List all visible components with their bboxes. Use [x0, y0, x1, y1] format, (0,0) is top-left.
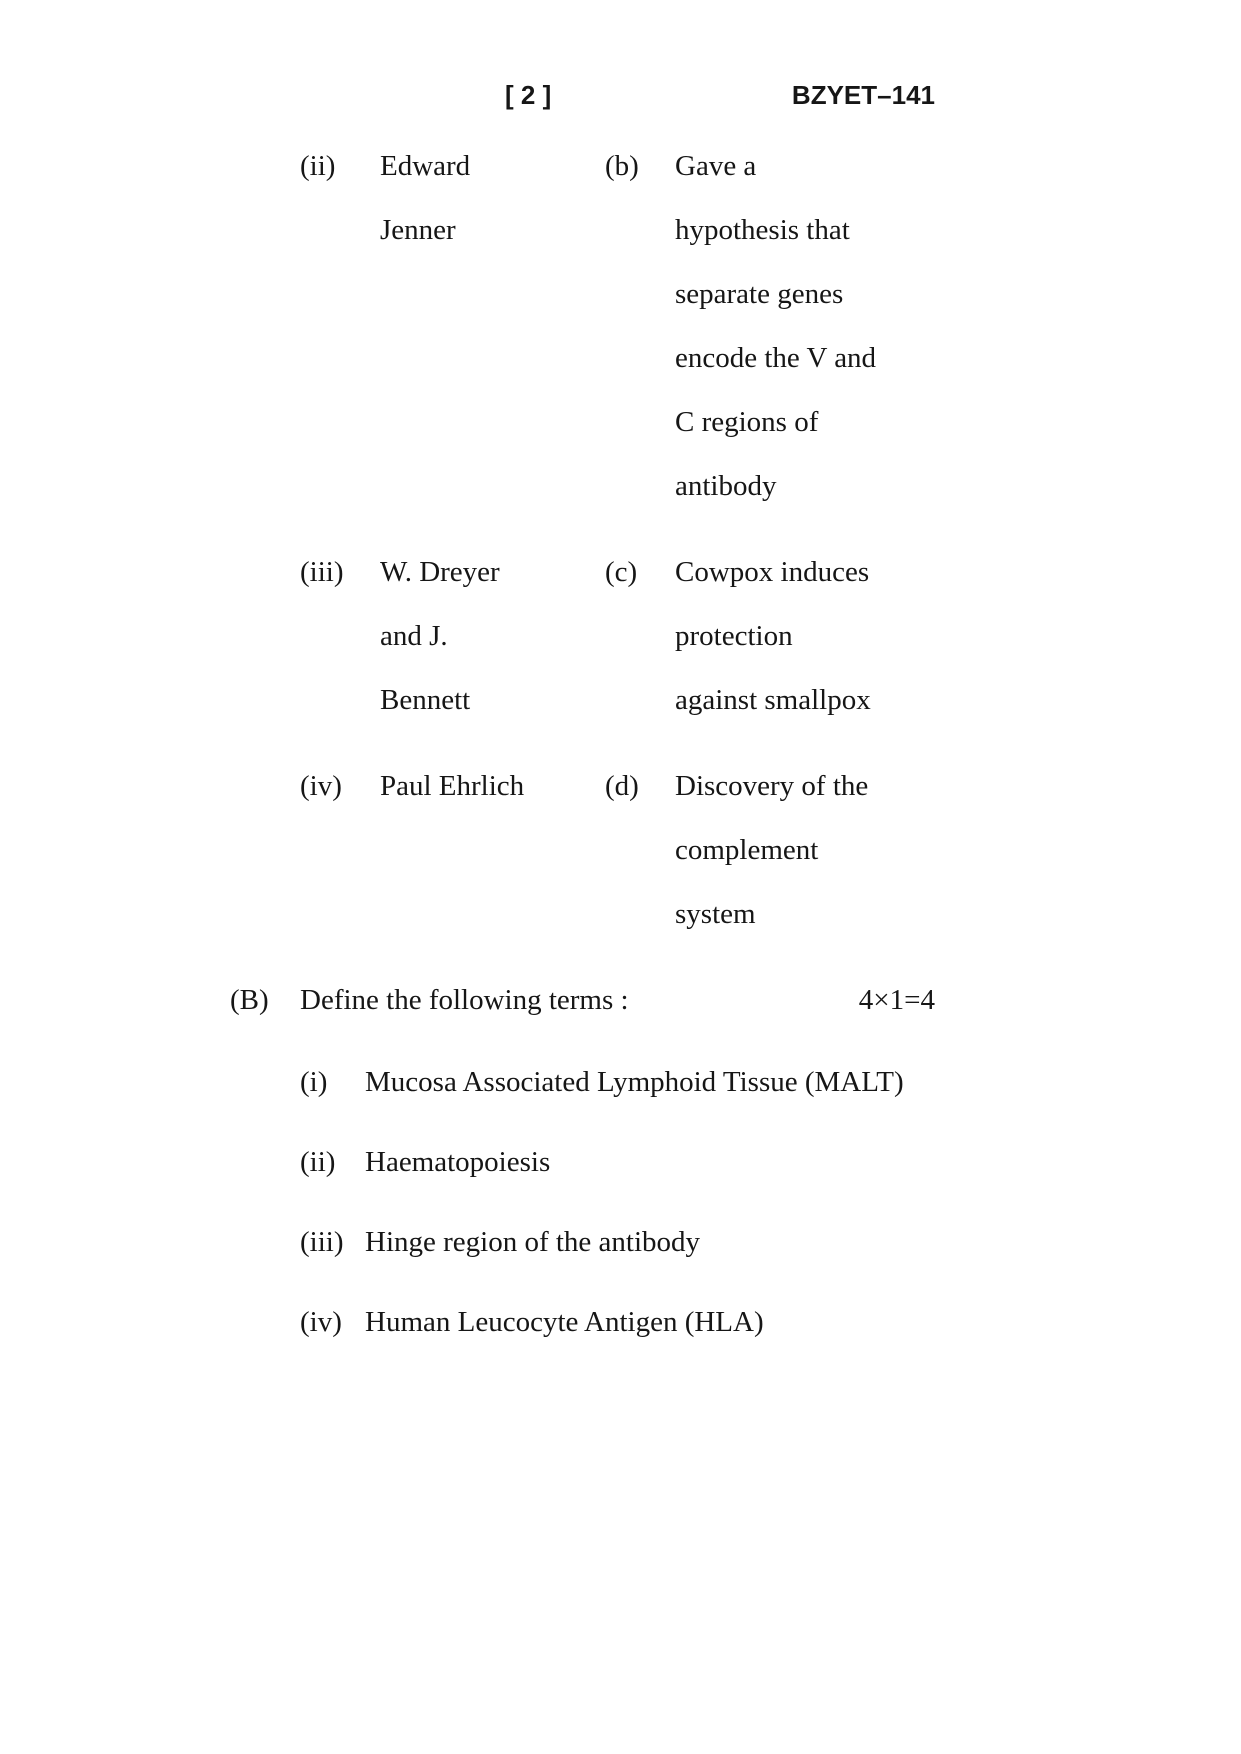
match-description — [675, 754, 960, 946]
section-prompt: Define the following terms : — [300, 984, 629, 1016]
match-desc-line: separate genes — [675, 278, 844, 310]
section-label: (B) — [230, 984, 269, 1016]
match-desc-line: Cowpox induces — [675, 556, 870, 588]
section-b-heading — [230, 968, 935, 1032]
match-name — [380, 540, 605, 732]
match-desc-line: antibody — [675, 470, 777, 502]
match-name — [380, 754, 605, 946]
match-row — [300, 134, 960, 518]
match-desc-line: encode the V and — [675, 342, 877, 374]
list-item-text: Mucosa Associated Lymphoid Tissue (MALT) — [365, 1066, 904, 1098]
match-letter: (b) — [605, 150, 639, 182]
define-terms-list — [0, 1050, 1241, 1354]
match-name — [380, 134, 605, 518]
match-desc-line: system — [675, 898, 756, 930]
match-item-number: (iv) — [300, 770, 342, 802]
match-desc-line: Gave a — [675, 150, 757, 182]
match-row — [300, 754, 960, 946]
match-desc-line: C regions of — [675, 406, 819, 438]
match-letter: (c) — [605, 556, 638, 588]
list-item-number: (i) — [300, 1066, 328, 1098]
match-item-number: (ii) — [300, 150, 336, 182]
match-name-line: Jenner — [380, 214, 456, 246]
list-item-number: (iii) — [300, 1226, 344, 1258]
match-description — [675, 540, 960, 732]
list-item-text: Hinge region of the antibody — [365, 1226, 701, 1258]
list-item — [300, 1290, 1241, 1354]
page-number: [ 2 ] — [505, 80, 552, 110]
marks-value: 4×1=4 — [858, 984, 935, 1016]
list-item-number: (ii) — [300, 1146, 336, 1178]
match-name-line: Edward — [380, 150, 471, 182]
list-item — [300, 1130, 1241, 1194]
list-item — [300, 1210, 1241, 1274]
page-content — [0, 134, 1241, 1370]
list-item-number: (iv) — [300, 1306, 342, 1338]
match-name-line: and J. — [380, 620, 448, 652]
matching-section — [300, 134, 960, 946]
match-description — [675, 134, 960, 518]
match-name-line: W. Dreyer — [380, 556, 500, 588]
paper-code: BZYET–141 — [791, 80, 935, 110]
match-row — [300, 540, 960, 732]
match-desc-line: against smallpox — [675, 684, 871, 716]
match-desc-line: complement — [675, 834, 819, 866]
match-item-number: (iii) — [300, 556, 344, 588]
match-letter: (d) — [605, 770, 639, 802]
match-name-line: Bennett — [380, 684, 471, 716]
page-header — [0, 80, 1241, 114]
match-desc-line: Discovery of the — [675, 770, 869, 802]
list-item-text: Human Leucocyte Antigen (HLA) — [365, 1306, 764, 1338]
list-item-text: Haematopoiesis — [365, 1146, 551, 1178]
list-item — [300, 1050, 1241, 1114]
match-name-line: Paul Ehrlich — [380, 770, 525, 802]
match-desc-line: protection — [675, 620, 793, 652]
match-desc-line: hypothesis that — [675, 214, 850, 246]
